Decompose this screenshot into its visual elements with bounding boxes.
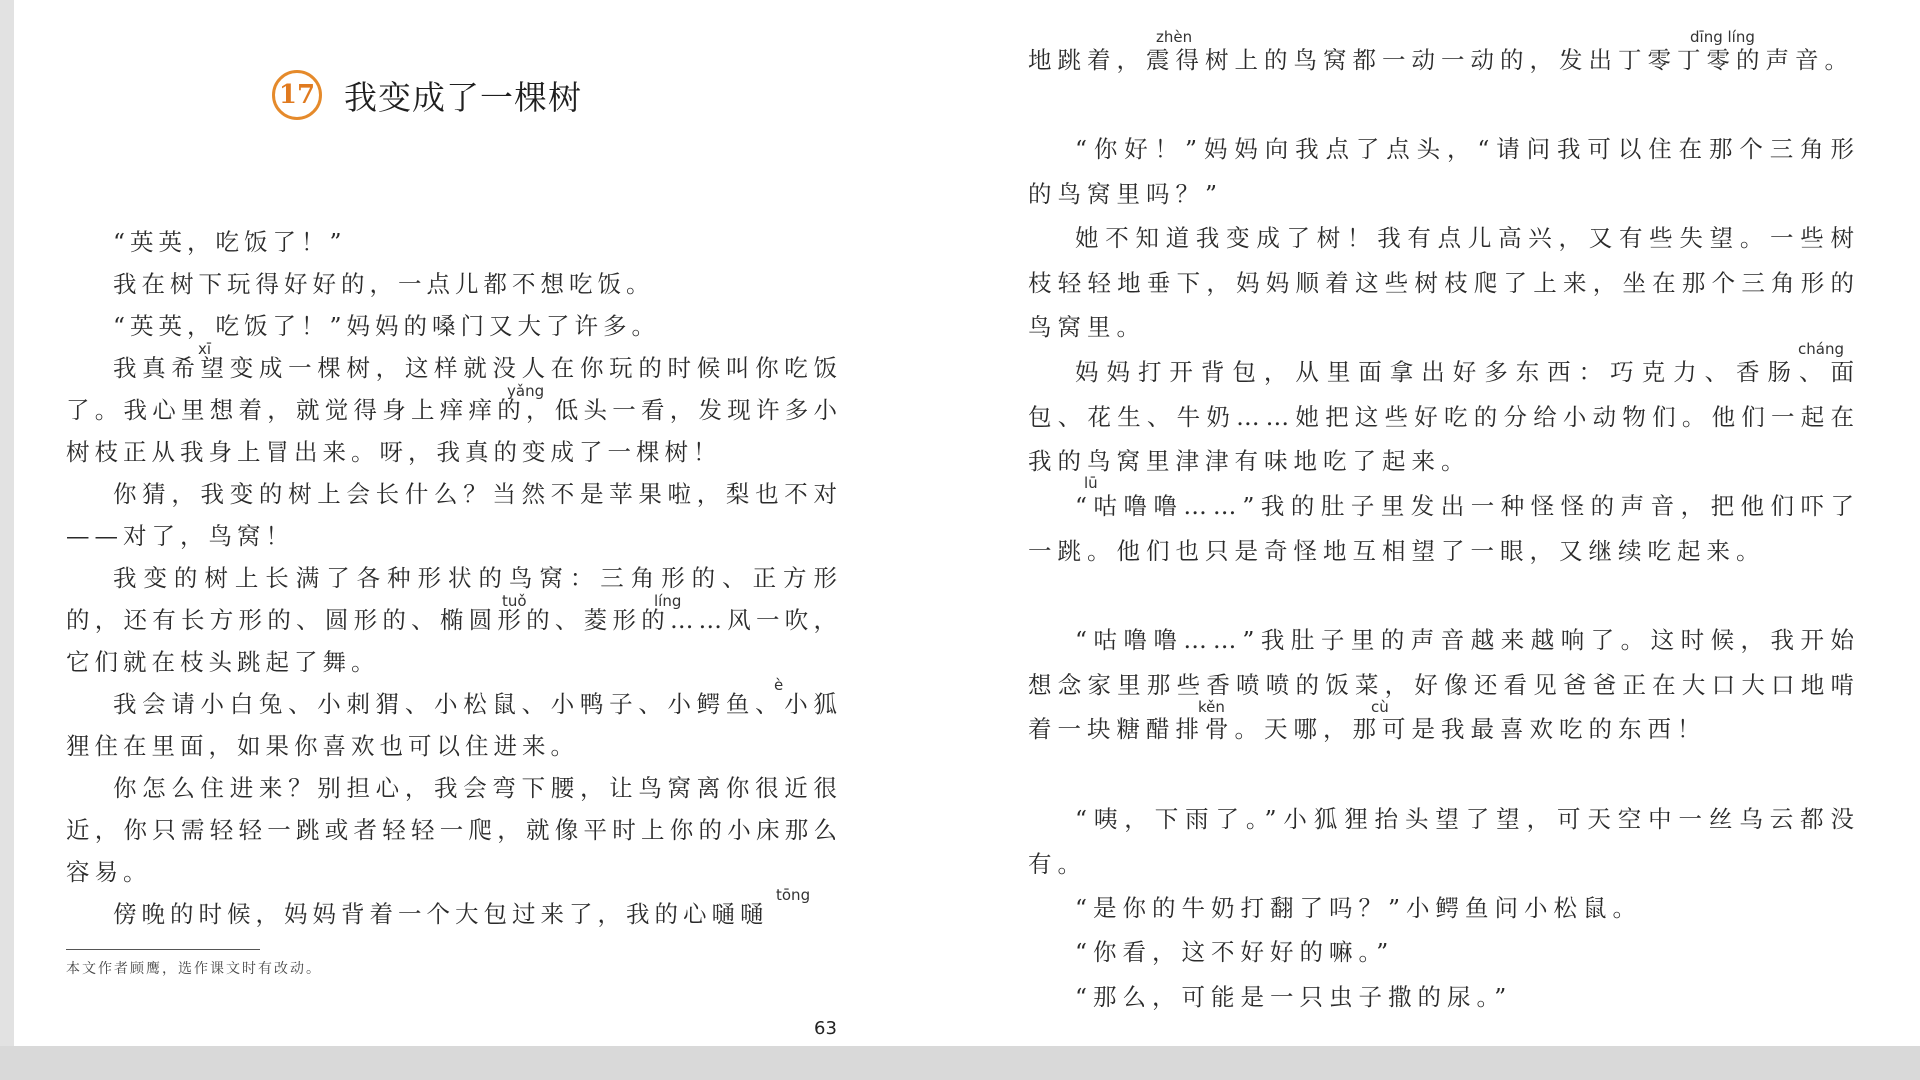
viewer-bottom-bar [0, 1046, 1920, 1080]
paragraph: “是你的牛奶打翻了吗？”小鳄鱼问小松鼠。 [1075, 894, 1643, 922]
pinyin-annotation: lū [1084, 474, 1098, 492]
paragraph: 我变的树上长满了各种形状的鸟窝：三角形的、正方形的，还有长方形的、圆形的、椭圆形的、菱形的……风一吹，它们就在枝头跳起了舞。 [66, 564, 842, 676]
viewer-left-margin [0, 0, 14, 1048]
pinyin-annotation: tuǒ [502, 592, 527, 610]
pinyin-annotation: è [774, 676, 784, 694]
paragraph: “咕噜噜……”我肚子里的声音越来越响了。这时候，我开始想念家里那些香喷喷的饭菜，好像还看见爸爸正在大口大口地啃着一块糖醋排骨。天哪，那可是我最喜欢吃的东西！ [1028, 626, 1860, 743]
left-page [66, 0, 842, 1046]
paragraph: 妈妈打开背包，从里面拿出好多东西：巧克力、香肠、面包、花生、牛奶……她把这些好吃的分给小动物们。他们一起在我的鸟窝里津津有味地吃了起来。 [1028, 358, 1860, 475]
pinyin-annotation: cù [1371, 698, 1389, 716]
page-number: 63 [814, 1018, 837, 1039]
paragraph: 我会请小白兔、小刺猬、小松鼠、小鸭子、小鳄鱼、小狐狸住在里面，如果你喜欢也可以住进来。 [66, 690, 842, 760]
pinyin-annotation: dīng líng [1690, 28, 1755, 46]
paragraph: 地跳着，震得树上的鸟窝都一动一动的，发出丁零丁零的声音。 [1028, 46, 1854, 74]
paragraph: 我真希望变成一棵树，这样就没人在你玩的时候叫你吃饭了。我心里想着，就觉得身上痒痒的，低头一看，发现许多小树枝正从我身上冒出来。呀，我真的变成了一棵树！ [66, 354, 842, 466]
paragraph: 她不知道我变成了树！我有点儿高兴，又有些失望。一些树枝轻轻地垂下，妈妈顺着这些树枝爬了上来，坐在那个三角形的鸟窝里。 [1028, 224, 1860, 341]
lesson-title: 我变成了一棵树 [344, 77, 582, 117]
footnote: 本文作者顾鹰，选作课文时有改动。 [66, 961, 322, 977]
right-page [1028, 0, 1860, 1046]
paragraph: “咕噜噜……”我的肚子里发出一种怪怪的声音，把他们吓了一跳。他们也只是奇怪地互相望了一眼，又继续吃起来。 [1028, 492, 1860, 565]
paragraph: 傍晚的时候，妈妈背着一个大包过来了，我的心嗵嗵 [113, 900, 769, 928]
paragraph: “你看，这不好好的嘛。” [1075, 938, 1395, 966]
footnote-divider [66, 949, 260, 950]
lesson-title-row [272, 70, 582, 120]
lesson-number-badge: 17 [272, 70, 322, 120]
paragraph: “那么，可能是一只虫子撒的尿。” [1075, 983, 1513, 1011]
pinyin-annotation: tōng [776, 886, 811, 904]
pinyin-annotation: xī [198, 340, 212, 358]
pinyin-annotation: zhèn [1156, 28, 1193, 46]
paragraph: 你猜，我变的树上会长什么？当然不是苹果啦，梨也不对——对了，鸟窝！ [66, 480, 842, 550]
paragraph: “你好！”妈妈向我点了点头，“请问我可以住在那个三角形的鸟窝里吗？” [1028, 135, 1860, 208]
paragraph: “英英，吃饭了！”妈妈的嗓门又大了许多。 [113, 312, 661, 340]
pinyin-annotation: líng [654, 592, 682, 610]
paragraph: “英英，吃饭了！” [113, 228, 347, 256]
paragraph: 你怎么住进来？别担心，我会弯下腰，让鸟窝离你很近很近，你只需轻轻一跳或者轻轻一爬，就像平时上你的小床那么容易。 [66, 774, 842, 886]
paragraph: 我在树下玩得好好的，一点儿都不想吃饭。 [113, 270, 655, 298]
pinyin-annotation: yǎng [507, 382, 545, 400]
paragraph: “咦，下雨了。”小狐狸抬头望了望，可天空中一丝乌云都没有。 [1028, 805, 1860, 878]
pinyin-annotation: kěn [1198, 698, 1225, 716]
pinyin-annotation: cháng [1798, 340, 1844, 358]
